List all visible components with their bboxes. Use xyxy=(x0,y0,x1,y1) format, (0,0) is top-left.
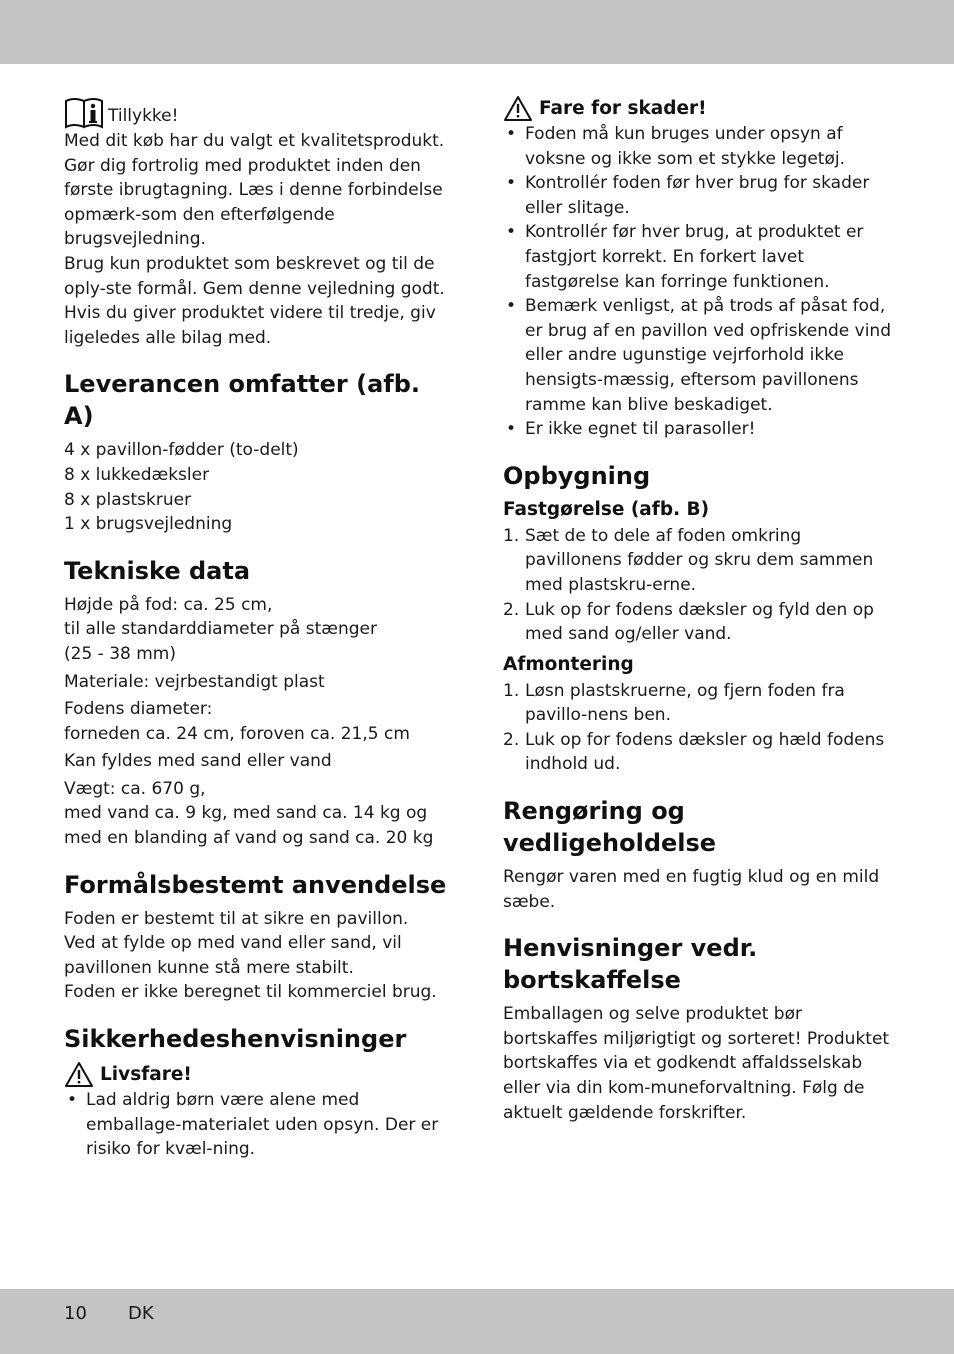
step-text: Luk op for fodens dæksler og fyld den op med sand og/eller vand. xyxy=(525,599,874,645)
intro-paragraph: Hvis du giver produktet videre til tredje, giv ligeledes alle bilag med. xyxy=(64,303,436,348)
tech-block-material xyxy=(64,670,454,695)
tech-title: Tekniske data xyxy=(64,556,251,585)
injury-list xyxy=(503,122,893,442)
assembly-title: Opbygning xyxy=(503,461,651,490)
injury-item-text: Bemærk venligst, at på trods af påsat fod, er brug af en pavillon ved opfriskende vind eller andre ugunstige vejrforhold ikke hensigts-mæssig, eftersom pavillonens ramme kan blive beskadiget. xyxy=(525,296,891,415)
purpose-title: Formålsbestemt anvendelse xyxy=(64,870,447,899)
intro-paragraph: Brug kun produktet som beskrevet og til de oply-ste formål. Gem denne vejledning godt. xyxy=(64,253,445,299)
left-column xyxy=(64,95,454,1162)
delivery-item: 8 x plastskruer xyxy=(64,489,192,510)
tech-data xyxy=(64,593,454,851)
disposal-text: Emballagen og selve produktet bør bortskaffes miljørigtigt og sorteret! Produktet bortskaffes via et godkendt affaldsselskab eller via din kom-muneforvaltning. Følg de aktuelt gældende forskrifter. xyxy=(503,1004,890,1123)
delivery-title: Leverancen omfatter (afb. A) xyxy=(64,370,421,431)
danger-list xyxy=(64,1088,454,1162)
danger-item-text: Lad aldrig børn være alene med emballage-materialet uden opsyn. Der er risiko for kvæl-ning. xyxy=(86,1090,439,1160)
danger-heading xyxy=(64,1061,454,1088)
tech-block-weight xyxy=(64,777,454,851)
list-item: 1. Løsn plastskruerne, og fjern foden fra pavillo-nens ben. xyxy=(503,680,845,726)
list-item: • Bemærk venligst, at på trods af påsat fod, er brug af en pavillon ved opfriskende vind eller andre ugunstige vejrforhold ikke hensigts-mæssig, eftersom pavillonens ramme kan blive beskadiget. xyxy=(506,296,891,415)
page-number: 10 xyxy=(64,1303,87,1324)
tech-line: Vægt: ca. 670 g, xyxy=(64,778,206,799)
list-item: 1. Sæt de to dele af foden omkring pavillonens fødder og skru dem sammen med plastskru-erne. xyxy=(503,525,874,595)
step-text: Sæt de to dele af foden omkring pavillonens fødder og skru dem sammen med plastskru-erne. xyxy=(525,525,874,595)
dismount-title: Afmontering xyxy=(503,653,634,675)
list-item: 2. Luk op for fodens dæksler og hæld fodens indhold ud. xyxy=(503,729,885,775)
injury-label: Fare for skader! xyxy=(539,97,707,119)
purpose-text xyxy=(64,907,454,1005)
delivery-item: 1 x brugsvejledning xyxy=(64,514,233,535)
tech-block-fill xyxy=(64,749,454,774)
tech-line: Fodens diameter: xyxy=(64,699,213,720)
list-item: 2. Luk op for fodens dæksler og fyld den op med sand og/eller vand. xyxy=(503,599,874,645)
step-text: Løsn plastskruerne, og fjern foden fra pavillo-nens ben. xyxy=(525,680,845,726)
cleaning-text: Rengør varen med en fugtig klud og en mild sæbe. xyxy=(503,867,880,912)
dismount-steps xyxy=(503,679,893,777)
injury-item-text: Foden må kun bruges under opsyn af voksne og ikke som et stykke legetøj. xyxy=(525,124,845,169)
intro-paragraph: Med dit køb har du valgt et kvalitetsprodukt. Gør dig fortrolig med produktet inden den første ibrugtagning. Læs i denne forbindelse opmærk-som den efterfølgende brugsvejledning. xyxy=(64,131,445,250)
list-item: • Foden må kun bruges under opsyn af voksne og ikke som et stykke legetøj. xyxy=(506,124,845,169)
disposal-title: Henvisninger vedr. bortskaffelse xyxy=(503,934,758,995)
right-column xyxy=(503,95,893,1125)
list-item: • Er ikke egnet til parasoller! xyxy=(506,419,756,440)
tech-line: forneden ca. 24 cm, foroven ca. 21,5 cm xyxy=(64,723,410,744)
list-item: • Kontrollér før hver brug, at produktet er fastgjort korrekt. En forkert lavet fastgørelse kan forringe funktionen. xyxy=(506,222,864,292)
cleaning-title: Rengøring og vedligeholdelse xyxy=(503,797,717,858)
tech-block-diameter xyxy=(64,697,454,746)
tech-block-height xyxy=(64,593,454,667)
delivery-item: 4 x pavillon-fødder (to-delt) xyxy=(64,440,299,461)
mount-title: Fastgørelse (afb. B) xyxy=(503,498,710,520)
injury-heading xyxy=(503,95,893,122)
step-text: Luk op for fodens dæksler og hæld fodens indhold ud. xyxy=(525,729,885,775)
tech-line: Højde på fod: ca. 25 cm, xyxy=(64,594,273,615)
list-item: • Lad aldrig børn være alene med emballage-materialet uden opsyn. Der er risiko for kvæl-ning. xyxy=(67,1090,439,1160)
intro-section xyxy=(64,95,454,350)
danger-label: Livsfare! xyxy=(100,1063,192,1085)
delivery-item: 8 x lukkedæksler xyxy=(64,464,210,485)
language-code: DK xyxy=(128,1303,154,1324)
top-bar xyxy=(0,0,954,64)
info-icon xyxy=(64,95,106,129)
purpose-line: Foden er bestemt til at sikre en pavillon. xyxy=(64,908,409,929)
safety-title: Sikkerhedeshenvisninger xyxy=(64,1025,407,1054)
warning-icon xyxy=(64,1061,94,1088)
tech-line: til alle standarddiameter på stænger xyxy=(64,619,377,640)
injury-item-text: Kontrollér foden før hver brug for skader eller slitage. xyxy=(525,173,870,218)
delivery-list xyxy=(64,438,454,536)
intro-heading: Tillykke! xyxy=(108,106,179,127)
warning-icon xyxy=(503,95,533,122)
purpose-line: Ved at fylde op med vand eller sand, vil pavillonen kunne stå mere stabilt. xyxy=(64,933,402,978)
tech-line: (25 - 38 mm) xyxy=(64,643,176,664)
injury-item-text: Kontrollér før hver brug, at produktet er fastgjort korrekt. En forkert lavet fastgørelse kan forringe funktionen. xyxy=(525,222,864,292)
purpose-line: Foden er ikke beregnet til kommerciel brug. xyxy=(64,982,437,1003)
mount-steps xyxy=(503,524,893,647)
tech-line: Kan fyldes med sand eller vand xyxy=(64,751,332,772)
injury-item-text: Er ikke egnet til parasoller! xyxy=(525,419,756,440)
tech-line: med vand ca. 9 kg, med sand ca. 14 kg og med en blanding af vand og sand ca. 20 kg xyxy=(64,803,434,849)
tech-line: Materiale: vejrbestandigt plast xyxy=(64,671,325,692)
list-item: • Kontrollér foden før hver brug for skader eller slitage. xyxy=(506,173,870,218)
